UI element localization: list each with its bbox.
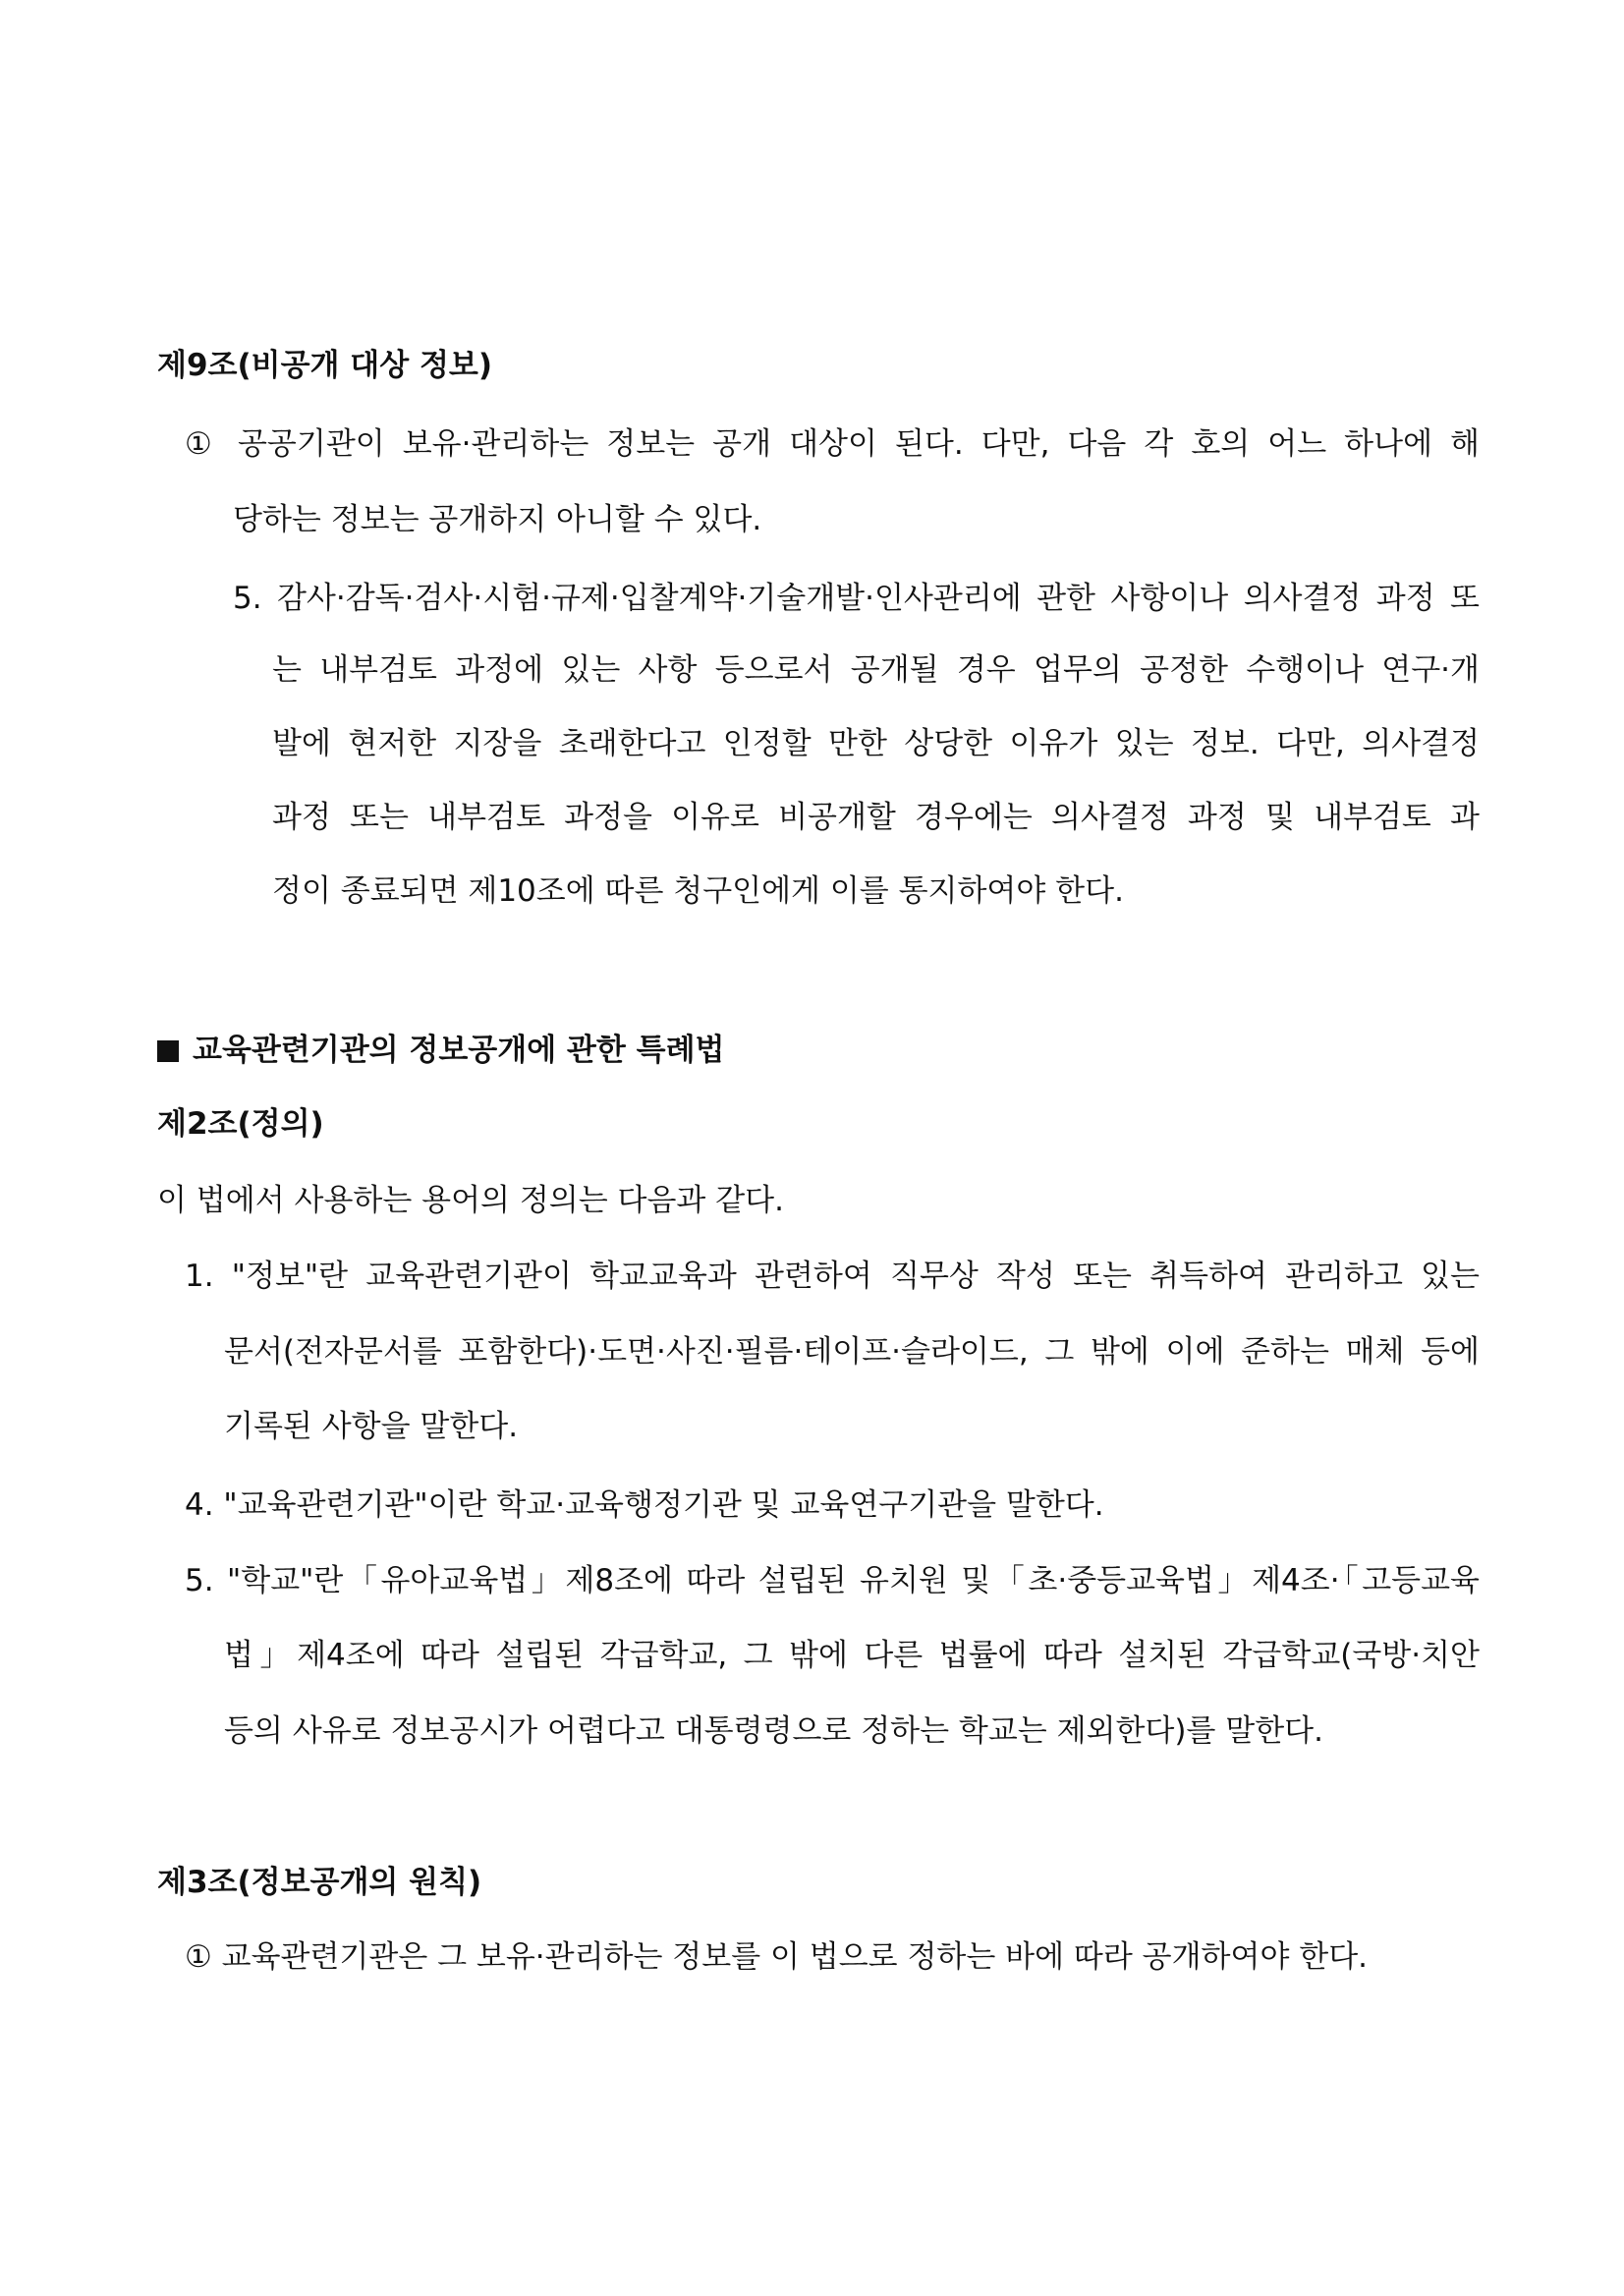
article-9-paragraph-1-line-2: 당하는 정보는 공개하지 아니할 수 있다. bbox=[233, 502, 762, 537]
article-2-item-1-line-3: 기록된 사항을 말한다. bbox=[224, 1409, 519, 1444]
article-3-paragraph-1-line-1: ① 교육관련기관은 그 보유·관리하는 정보를 이 법으로 정하는 바에 따라 공개하여야 한다. bbox=[185, 1939, 1368, 1975]
article-2-item-5-line-3: 등의 사유로 정보공시가 어렵다고 대통령령으로 정하는 학교는 제외한다)를 말한다. bbox=[224, 1713, 1323, 1749]
article-9-heading: 제9조(비공개 대상 정보) bbox=[157, 348, 493, 383]
law-title bbox=[157, 1031, 724, 1070]
article-2-item-1-line-2: 문서(전자문서를 포함한다)·도면·사진·필름·테이프·슬라이드, 그 밖에 이에 준하는 매체 등에 bbox=[224, 1334, 1480, 1370]
article-9-item-5-line-3: 발에 현저한 지장을 초래한다고 인정할 만한 상당한 이유가 있는 정보. 다만, 의사결정 bbox=[272, 726, 1480, 761]
law-title-text: 교육관련기관의 정보공개에 관한 특례법 bbox=[193, 1033, 725, 1068]
article-2-heading: 제2조(정의) bbox=[157, 1106, 324, 1142]
article-9-item-5-line-5: 정이 종료되면 제10조에 따른 청구인에게 이를 통지하여야 한다. bbox=[272, 873, 1124, 909]
article-2-item-5-line-2: 법」제4조에 따라 설립된 각급학교, 그 밖에 다른 법률에 따라 설치된 각급학교(국방·치안 bbox=[224, 1638, 1480, 1673]
article-9-item-5-line-4: 과정 또는 내부검토 과정을 이유로 비공개할 경우에는 의사결정 과정 및 내부검토 과 bbox=[272, 800, 1480, 835]
article-9-item-5-line-1: 5. 감사·감독·검사·시험·규제·입찰계약·기술개발·인사관리에 관한 사항이나 의사결정 과정 또 bbox=[233, 581, 1480, 616]
article-2-intro: 이 법에서 사용하는 용어의 정의는 다음과 같다. bbox=[157, 1183, 784, 1218]
article-9-item-5-line-2: 는 내부검토 과정에 있는 사항 등으로서 공개될 경우 업무의 공정한 수행이나 연구·개 bbox=[272, 652, 1480, 688]
square-bullet-icon bbox=[157, 1040, 179, 1062]
article-9-paragraph-1-line-1: ① 공공기관이 보유·관리하는 정보는 공개 대상이 된다. 다만, 다음 각 호의 어느 하나에 해 bbox=[185, 426, 1480, 462]
article-2-item-4-line-1: 4. "교육관련기관"이란 학교·교육행정기관 및 교육연구기관을 말한다. bbox=[185, 1487, 1104, 1523]
article-3-heading: 제3조(정보공개의 원칙) bbox=[157, 1865, 482, 1900]
article-2-item-5-line-1: 5. "학교"란「유아교육법」제8조에 따라 설립된 유치원 및「초·중등교육법」제4조·「고등교육 bbox=[185, 1563, 1480, 1598]
article-2-item-1-line-1: 1. "정보"란 교육관련기관이 학교교육과 관련하여 직무상 작성 또는 취득하여 관리하고 있는 bbox=[185, 1259, 1480, 1294]
